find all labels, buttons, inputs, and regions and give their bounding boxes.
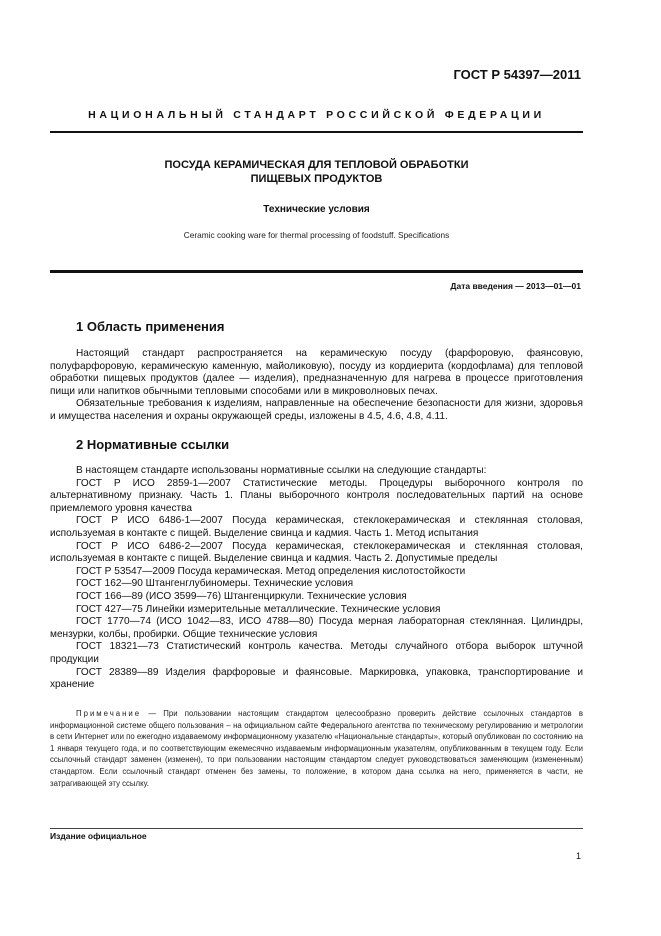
note-text: — При пользовании настоящим стандартом целесообразно проверить действие ссылочных стандартов в информационной системе общего пользования – на официальном сайте Федерального агентства по техническому регулированию и метрологии в сети Интернет или по ежегодно издаваемому информационному указателю «Национальные стандарты», который опубликован по состоянию на 1 января текущего года, и по соответствующим ежемесячно издаваемым информационным указателям, опубликованным в текущем году. Если ссылочный стандарт заменен (изменен), то при пользовании настоящим стандартом следует руководствоваться заменяющим (измененным) стандартом. Если ссылочный стандарт отменен без замены, то положение, в котором дана ссылка на него, применяется в части, не затрагивающей эту ссылку. bbox=[50, 709, 583, 788]
header-rule bbox=[50, 131, 583, 133]
note-label: Примечание bbox=[76, 709, 142, 718]
intro-date: Дата введения — 2013—01—01 bbox=[450, 281, 581, 291]
section-1-paragraph: Обязательные требования к изделиям, направленные на обеспечение безопасности для жизни, здоровья и имущества населения и охраны окружающей среды, изложены в 4.5, 4.6, 4.8, 4.11. bbox=[50, 398, 583, 422]
edition-label: Издание официальное bbox=[50, 831, 147, 841]
section-1-heading: 1 Область применения bbox=[76, 319, 225, 334]
standard-banner: НАЦИОНАЛЬНЫЙ СТАНДАРТ РОССИЙСКОЙ ФЕДЕРАЦИИ bbox=[88, 109, 545, 121]
footer-rule bbox=[50, 828, 583, 829]
reference-item: ГОСТ 18321—73 Статистический контроль качества. Методы случайного отбора выборок штучной продукции bbox=[50, 641, 583, 665]
reference-item: ГОСТ Р ИСО 6486-2—2007 Посуда керамическая, стеклокерамическая и стеклянная столовая, используемая в контакте с пищей. Выделение свинца и кадмия. Часть 2. Допустимые пределы bbox=[50, 540, 583, 565]
english-title: Ceramic cooking ware for thermal processing of foodstuff. Specifications bbox=[183, 230, 450, 240]
section-2-intro: В настоящем стандарте использованы нормативные ссылки на следующие стандарты: bbox=[76, 465, 487, 476]
title-line-1: ПОСУДА КЕРАМИЧЕСКАЯ ДЛЯ ТЕПЛОВОЙ ОБРАБОТКИ bbox=[164, 159, 469, 171]
reference-item: ГОСТ Р ИСО 6486-1—2007 Посуда керамическая, стеклокерамическая и стеклянная столовая, используемая в контакте с пищей. Выделение свинца и кадмия. Часть 1. Метод испытания bbox=[50, 515, 583, 539]
reference-item: ГОСТ 162—90 Штангенглубиномеры. Технические условия bbox=[76, 578, 354, 590]
document-subtitle: Технические условия bbox=[263, 204, 370, 215]
section-1-paragraph: Настоящий стандарт распространяется на керамическую посуду (фарфоровую, фаянсовую, полуфарфоровую, керамическую каменную, майоликовую), посуду из кордиерита (кордофлама) для тепловой обработки пищевых продуктов (далее — изделия), предназначенную для нагрева в процессе приготовления пищи или напитков обычными тепловыми способами или в микроволновых печах. bbox=[50, 348, 583, 397]
page-number: 1 bbox=[575, 851, 581, 861]
reference-item: ГОСТ 166—89 (ИСО 3599—76) Штангенциркули. Технические условия bbox=[76, 590, 407, 602]
reference-item: ГОСТ Р ИСО 2859-1—2007 Статистические методы. Процедуры выборочного контроля по альтернативному признаку. Часть 1. Планы выборочного контроля последовательных партий на основе приемлемого уровня качества bbox=[50, 477, 583, 514]
references-note bbox=[50, 708, 583, 789]
document-title bbox=[50, 158, 583, 186]
reference-item: ГОСТ 1770—74 (ИСО 1042—83, ИСО 4788—80) Посуда мерная лабораторная стеклянная. Цилиндры, мензурки, колбы, пробирки. Общие технические условия bbox=[50, 616, 583, 640]
title-rule bbox=[50, 270, 583, 273]
reference-item: ГОСТ 427—75 Линейки измерительные металлические. Технические условия bbox=[76, 603, 441, 615]
note-paragraph bbox=[50, 708, 583, 789]
section-1-body bbox=[50, 348, 583, 424]
section-2-body bbox=[50, 465, 583, 692]
reference-item: ГОСТ 28389—89 Изделия фарфоровые и фаянсовые. Маркировка, упаковка, транспортирование и хранение bbox=[50, 666, 583, 691]
title-line-2: ПИЩЕВЫХ ПРОДУКТОВ bbox=[250, 173, 383, 185]
section-2-heading: 2 Нормативные ссылки bbox=[76, 437, 230, 452]
document-code: ГОСТ Р 54397—2011 bbox=[453, 67, 581, 82]
reference-item: ГОСТ Р 53547—2009 Посуда керамическая. Метод определения кислотостойкости bbox=[76, 565, 466, 577]
